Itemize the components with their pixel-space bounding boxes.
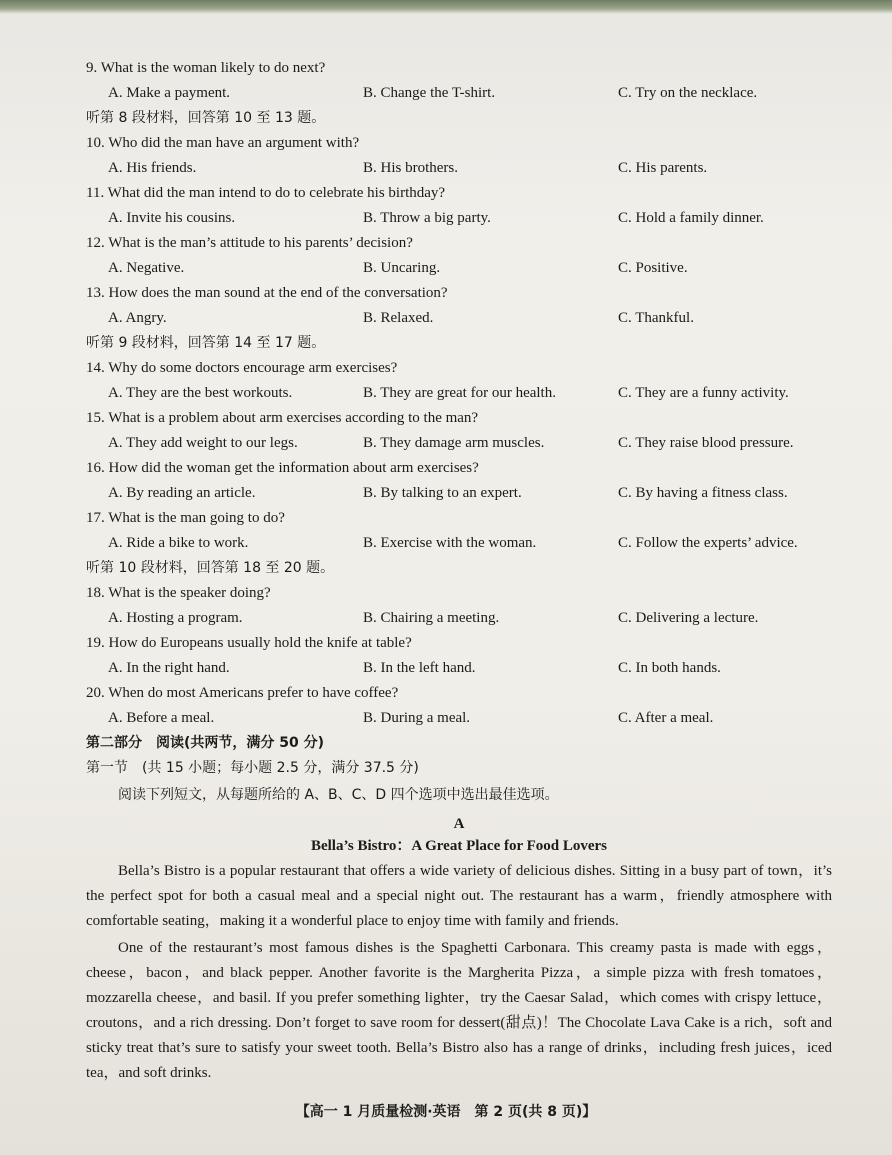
option-row bbox=[86, 381, 832, 406]
option-b: B. Exercise with the woman. bbox=[363, 535, 537, 551]
section-one-heading: 第一节 (共 15 小题；每小题 2.5 分，满分 37.5 分) bbox=[86, 760, 419, 776]
option-row bbox=[86, 531, 832, 556]
option-c: C. Positive. bbox=[618, 260, 688, 276]
reading-instruction: 阅读下列短文，从每题所给的 A、B、C、D 四个选项中选出最佳选项。 bbox=[118, 787, 559, 803]
option-row bbox=[86, 206, 832, 231]
option-b: B. Throw a big party. bbox=[363, 210, 491, 226]
option-c: C. Try on the necklace. bbox=[618, 85, 758, 101]
section-9-heading: 听第 9 段材料，回答第 14 至 17 题。 bbox=[86, 335, 326, 351]
question-stem: 14. Why do some doctors encourage arm exercises? bbox=[86, 360, 398, 376]
option-row bbox=[86, 481, 832, 506]
option-b: B. In the left hand. bbox=[363, 660, 476, 676]
option-a: A. They add weight to our legs. bbox=[108, 435, 298, 451]
option-c: C. Hold a family dinner. bbox=[618, 210, 764, 226]
option-b: B. Change the T-shirt. bbox=[363, 85, 496, 101]
option-b: B. They are great for our health. bbox=[363, 385, 556, 401]
option-b: B. Chairing a meeting. bbox=[363, 610, 500, 626]
option-row bbox=[86, 706, 832, 731]
option-b: B. During a meal. bbox=[363, 710, 471, 726]
option-a: A. Angry. bbox=[108, 310, 167, 326]
option-a: A. Hosting a program. bbox=[108, 610, 243, 626]
option-c: C. His parents. bbox=[618, 160, 708, 176]
question-stem: 11. What did the man intend to do to celebrate his birthday? bbox=[86, 185, 446, 201]
option-c: C. They raise blood pressure. bbox=[618, 435, 794, 451]
part-two-heading: 第二部分 阅读(共两节，满分 50 分) bbox=[86, 735, 325, 751]
question-stem: 18. What is the speaker doing? bbox=[86, 585, 271, 601]
option-a: A. His friends. bbox=[108, 160, 197, 176]
option-b: B. By talking to an expert. bbox=[363, 485, 522, 501]
question-stem: 12. What is the man’s attitude to his parents’ decision? bbox=[86, 235, 413, 251]
question-group-8 bbox=[86, 131, 832, 331]
option-row bbox=[86, 156, 832, 181]
option-c: C. After a meal. bbox=[618, 710, 714, 726]
question-stem: 10. Who did the man have an argument with? bbox=[86, 135, 360, 151]
option-row bbox=[86, 656, 832, 681]
section-8-heading: 听第 8 段材料，回答第 10 至 13 题。 bbox=[86, 110, 326, 126]
option-c: C. By having a fitness class. bbox=[618, 485, 788, 501]
question-stem: 13. How does the man sound at the end of the conversation? bbox=[86, 285, 448, 301]
option-a: A. Before a meal. bbox=[108, 710, 215, 726]
passage-letter: A bbox=[453, 816, 465, 832]
option-b: B. His brothers. bbox=[363, 160, 458, 176]
passage-title: Bella’s Bistro：A Great Place for Food Lovers bbox=[310, 838, 608, 854]
question-group-10 bbox=[86, 581, 832, 731]
option-a: A. Ride a bike to work. bbox=[108, 535, 249, 551]
question-stem: 15. What is a problem about arm exercises according to the man? bbox=[86, 410, 479, 426]
scan-edge bbox=[0, 0, 892, 14]
option-row bbox=[86, 256, 832, 281]
option-c: C. Delivering a lecture. bbox=[618, 610, 759, 626]
option-c: C. Thankful. bbox=[618, 310, 694, 326]
option-a: A. By reading an article. bbox=[108, 485, 256, 501]
option-c: C. In both hands. bbox=[618, 660, 721, 676]
option-a: A. Make a payment. bbox=[108, 85, 231, 101]
option-row bbox=[86, 431, 832, 456]
question-stem: 9. What is the woman likely to do next? bbox=[86, 60, 326, 76]
option-c: C. Follow the experts’ advice. bbox=[618, 535, 798, 551]
passage-paragraph: One of the restaurant’s most famous dishes is the Spaghetti Carbonara. This creamy pasta is made with eggs，cheese，bacon，and black pepper. Another favorite is the Margherita Pizza，a simple pizza with fresh tomatoes，mozzarella cheese，and basil. If you prefer something lighter，try the Caesar Salad，which comes with crispy lettuce，croutons，and a rich dressing. Don’t forget to save room for dessert(甜点)！The Chocolate Lava Cake is a rich，soft and sticky treat that’s sure to satisfy your sweet tooth. Bella’s Bistro also has a range of drinks，including fresh juices，iced tea，and soft drinks. bbox=[86, 940, 832, 1081]
option-c: C. They are a funny activity. bbox=[618, 385, 789, 401]
option-b: B. They damage arm muscles. bbox=[363, 435, 545, 451]
passage-paragraph: Bella’s Bistro is a popular restaurant that offers a wide variety of delicious dishes. Sitting in a busy part of town，it’s the perfect spot for both a casual meal and a special night out. The restaurant has a warm，friendly atmosphere with comfortable seating，making it a wonderful place to enjoy time with family and friends. bbox=[86, 863, 832, 929]
question-stem: 16. How did the woman get the information about arm exercises? bbox=[86, 460, 479, 476]
option-row bbox=[86, 306, 832, 331]
question-group-top bbox=[86, 56, 832, 106]
question-group-9 bbox=[86, 356, 832, 556]
option-a: A. Negative. bbox=[108, 260, 185, 276]
question-stem: 17. What is the man going to do? bbox=[86, 510, 285, 526]
option-b: B. Uncaring. bbox=[363, 260, 441, 276]
question-stem: 20. When do most Americans prefer to have coffee? bbox=[86, 685, 399, 701]
option-a: A. They are the best workouts. bbox=[108, 385, 293, 401]
section-10-heading: 听第 10 段材料，回答第 18 至 20 题。 bbox=[86, 560, 335, 576]
option-a: A. Invite his cousins. bbox=[108, 210, 236, 226]
question-stem: 19. How do Europeans usually hold the knife at table? bbox=[86, 635, 412, 651]
option-row bbox=[86, 81, 832, 106]
option-a: A. In the right hand. bbox=[108, 660, 230, 676]
option-row bbox=[86, 606, 832, 631]
option-b: B. Relaxed. bbox=[363, 310, 434, 326]
page-footer: 【高一 1 月质量检测·英语 第 2 页(共 8 页)】 bbox=[295, 1104, 597, 1120]
